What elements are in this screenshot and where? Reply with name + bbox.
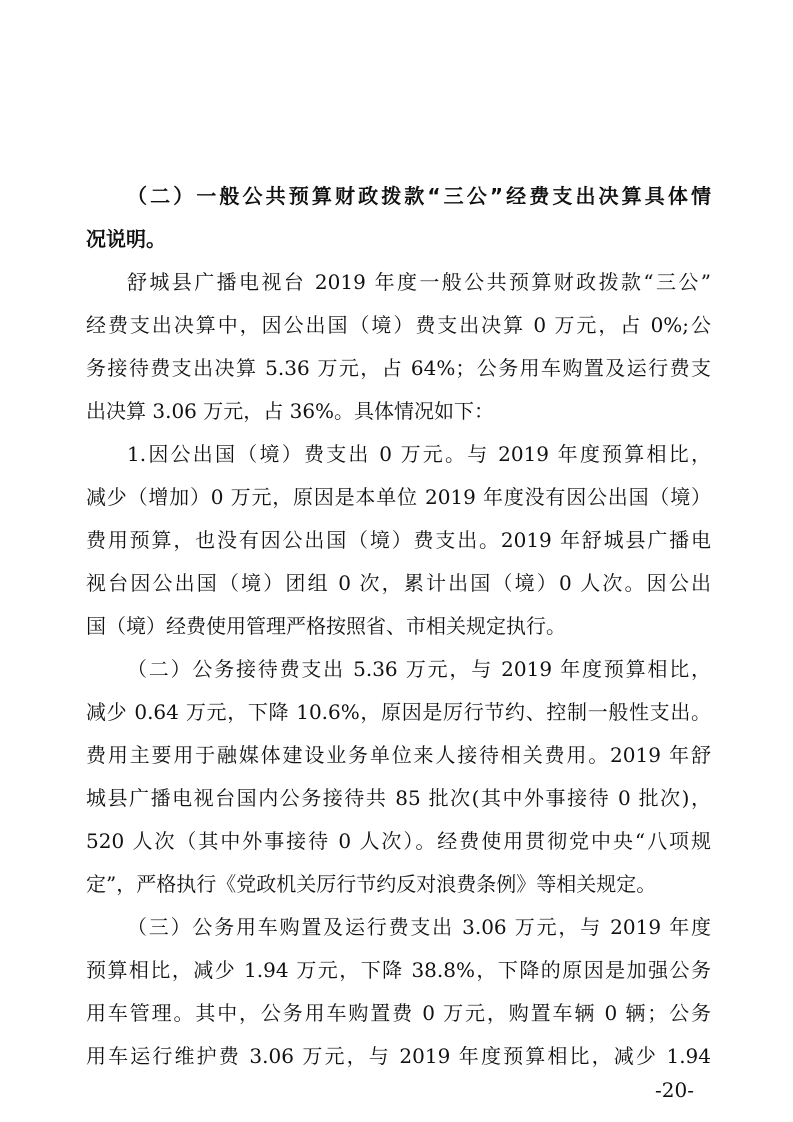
paragraph-line: 减少（增加）0 万元，原因是本单位 2019 年度没有因公出国（境） bbox=[86, 485, 711, 509]
paragraph-line: 城县广播电视台国内公务接待共 85 批次(其中外事接待 0 批次)， bbox=[86, 786, 711, 810]
paragraph-line: 费用主要用于融媒体建设业务单位来人接待相关费用。2019 年舒 bbox=[86, 743, 711, 767]
paragraph-line: 国（境）经费使用管理严格按照省、市相关规定执行。 bbox=[86, 614, 566, 638]
paragraph-line: 520 人次（其中外事接待 0 人次）。经费使用贯彻党中央“八项规 bbox=[86, 829, 711, 853]
page-number: -20- bbox=[655, 1078, 694, 1102]
paragraph-line: 费用预算，也没有因公出国（境）费支出。2019 年舒城县广播电 bbox=[86, 528, 711, 552]
paragraph-line: （三）公务用车购置及运行费支出 3.06 万元，与 2019 年度 bbox=[127, 915, 711, 939]
paragraph-line: 经费支出决算中，因公出国（境）费支出决算 0 万元，占 0%;公 bbox=[86, 313, 711, 337]
paragraph-line: 减少 0.64 万元，下降 10.6%，原因是厉行节约、控制一般性支出。 bbox=[86, 700, 711, 724]
paragraph-line: 用车管理。其中，公务用车购置费 0 万元，购置车辆 0 辆；公务 bbox=[86, 1001, 711, 1025]
paragraph-line: 定”，严格执行《党政机关厉行节约反对浪费条例》等相关规定。 bbox=[86, 872, 657, 896]
section-heading-line-2: 况说明。 bbox=[86, 227, 166, 251]
paragraph-line: 预算相比，减少 1.94 万元，下降 38.8%，下降的原因是加强公务 bbox=[86, 958, 711, 982]
paragraph-line: 舒城县广播电视台 2019 年度一般公共预算财政拨款“三公” bbox=[127, 270, 711, 294]
paragraph-line: 用车运行维护费 3.06 万元，与 2019 年度预算相比，减少 1.94 bbox=[86, 1044, 711, 1068]
paragraph-line: 视台因公出国（境）团组 0 次，累计出国（境）0 人次。因公出 bbox=[86, 571, 711, 595]
paragraph-line: 出决算 3.06 万元，占 36%。具体情况如下： bbox=[86, 399, 495, 423]
paragraph-line: 1.因公出国（境）费支出 0 万元。与 2019 年度预算相比， bbox=[127, 442, 711, 466]
paragraph-line: （二）公务接待费支出 5.36 万元，与 2019 年度预算相比， bbox=[127, 657, 711, 681]
section-heading-line-1: （二）一般公共预算财政拨款“三公”经费支出决算具体情 bbox=[127, 184, 711, 208]
paragraph-line: 务接待费支出决算 5.36 万元，占 64%；公务用车购置及运行费支 bbox=[86, 356, 711, 380]
